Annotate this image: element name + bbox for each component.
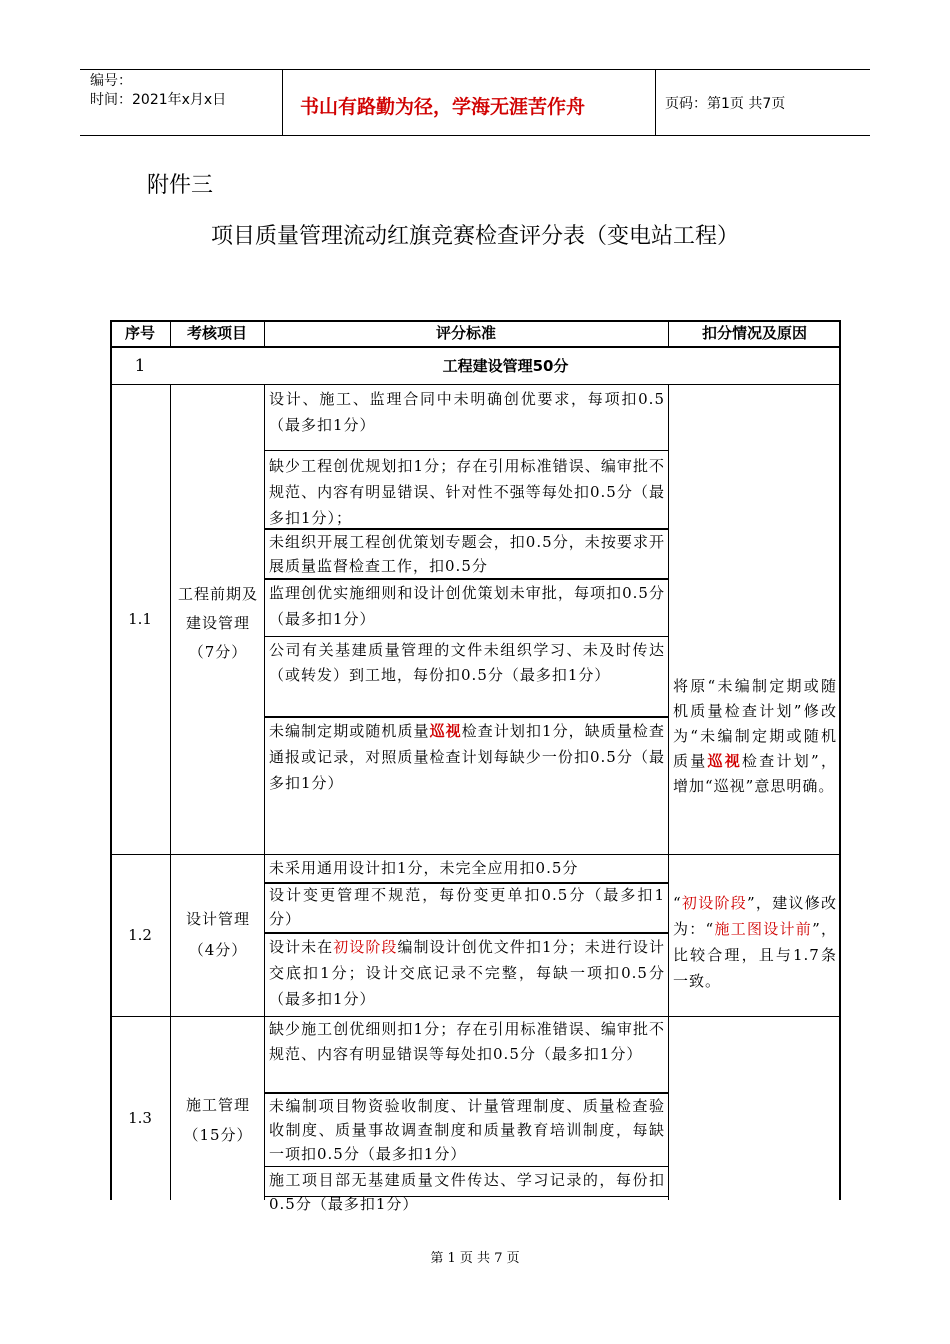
criterion-text: 未编制项目物资验收制度、计量管理制度、质量检查验收制度、质量事故调查制度和质量教育培训制度，每缺一项扣0.5分（最多扣1分） [269, 1097, 665, 1163]
item-line: 施工管理 [185, 1096, 250, 1114]
item-score: （15分） [183, 1126, 253, 1144]
section-title: 工程建设管理50分 [442, 357, 569, 375]
criterion-text-part: 编制设计创优文件扣1分；未进行设计交底扣1分；设计交底记录不完整，每缺一项扣0.5分（最多扣1分） [269, 938, 665, 1008]
note-text-part: “ [673, 894, 682, 912]
item-score: （7分） [188, 643, 248, 661]
table-border [110, 346, 841, 348]
header-top-rule [80, 69, 870, 70]
assessment-item [170, 580, 266, 667]
table-border [110, 320, 112, 1200]
criterion-text: 缺少施工创优细则扣1分；存在引用标准错误、编审批不规范、内容有明显错误等每处扣0.5分（最多扣1分） [269, 1020, 665, 1063]
column-header-deduction: 扣分情况及原因 [701, 324, 807, 342]
criterion-text [265, 934, 668, 1012]
highlight-text: 巡视 [429, 722, 462, 740]
section-number: 1 [134, 356, 146, 376]
page-title: 项目质量管理流动红旗竞赛检查评分表（变电站工程） [210, 224, 739, 249]
criterion-text: 设计变更管理不规范，每份变更单扣0.5分（最多扣1分） [269, 886, 665, 928]
item-line: 设计管理 [185, 910, 250, 928]
row-divider [264, 636, 668, 637]
header-divider [282, 69, 283, 135]
assessment-item [170, 904, 266, 966]
highlight-text: 巡视 [707, 752, 743, 770]
highlight-text: 初设阶段 [681, 894, 747, 912]
column-header-no: 序号 [124, 324, 155, 342]
highlight-text: 初设阶段 [333, 938, 398, 956]
item-line: 工程前期及 [177, 585, 258, 603]
criterion-text-part: 未编制定期或随机质量 [269, 722, 430, 740]
deduction-note [669, 674, 839, 799]
header-bottom-rule [80, 135, 870, 136]
criterion-text: 未采用通用设计扣1分，未完全应用扣0.5分 [269, 859, 579, 877]
attachment-label: 附件三 [147, 173, 214, 198]
note-text-part: 检查计划”，增加“巡视”意思明确。 [673, 752, 837, 795]
item-score: （4分） [188, 941, 248, 959]
item-line: 建设管理 [185, 614, 250, 632]
criterion-text-part: 检查计划扣1分，缺质量检查通报或记录，对照质量检查计划每缺少一份扣0.5分（最多扣1分） [269, 722, 665, 792]
criterion-text-part: 设计未在 [269, 938, 334, 956]
row-divider [264, 1166, 668, 1167]
row-number: 1.3 [128, 1109, 152, 1127]
header-divider [655, 69, 656, 135]
highlight-text: 施工图设计前 [714, 920, 813, 938]
row-divider [264, 450, 668, 451]
criterion-text: 公司有关基建质量管理的文件未组织学习、未及时传达（或转发）到工地，每份扣0.5分（最多扣1分） [269, 641, 665, 684]
note-text-part: ”，比较合理，且与1.7条一致。 [673, 920, 837, 990]
deduction-note [669, 890, 839, 994]
table-border [839, 320, 841, 1200]
criterion-text: 设计、施工、监理合同中未明确创优要求，每项扣0.5（最多扣1分） [269, 390, 665, 434]
note-text-part: 将原“未编制定期或随机质量检查计划”修改为“未编制定期或随机质量 [673, 677, 837, 770]
table-border [110, 384, 841, 385]
criterion-text: 缺少工程创优规划扣1分；存在引用标准错误、编审批不规范、内容有明显错误、针对性不强等每处扣0.5分（最多扣1分）； [269, 457, 665, 527]
row-number: 1.2 [128, 926, 152, 944]
column-header-criteria: 评分标准 [435, 324, 496, 342]
criterion-text: 监理创优实施细则和设计创优策划未审批，每项扣0.5分（最多扣1分） [269, 584, 665, 628]
note-text-part: ”，建议修改为：“ [673, 894, 837, 938]
date-label: 时间：2021年x月x日 [90, 92, 227, 108]
criterion-text [265, 718, 668, 796]
criterion-text: 未组织开展工程创优策划专题会，扣0.5分，未按要求开展质量监督检查工作，扣0.5分 [269, 533, 665, 575]
column-divider [170, 384, 171, 1200]
doc-number-label: 编号： [90, 73, 132, 89]
assessment-item [170, 1090, 266, 1150]
row-number: 1.1 [128, 610, 152, 628]
column-header-item: 考核项目 [186, 324, 247, 342]
criterion-text: 施工项目部无基建质量文件传达、学习记录的，每份扣0.5分（最多扣1分） [269, 1171, 665, 1213]
header-slogan: 书山有路勤为径，学海无涯苦作舟 [300, 96, 586, 118]
header-page-info: 页码：第1页 共7页 [665, 96, 786, 112]
page-footer: 第 1 页 共 7 页 [430, 1251, 520, 1266]
